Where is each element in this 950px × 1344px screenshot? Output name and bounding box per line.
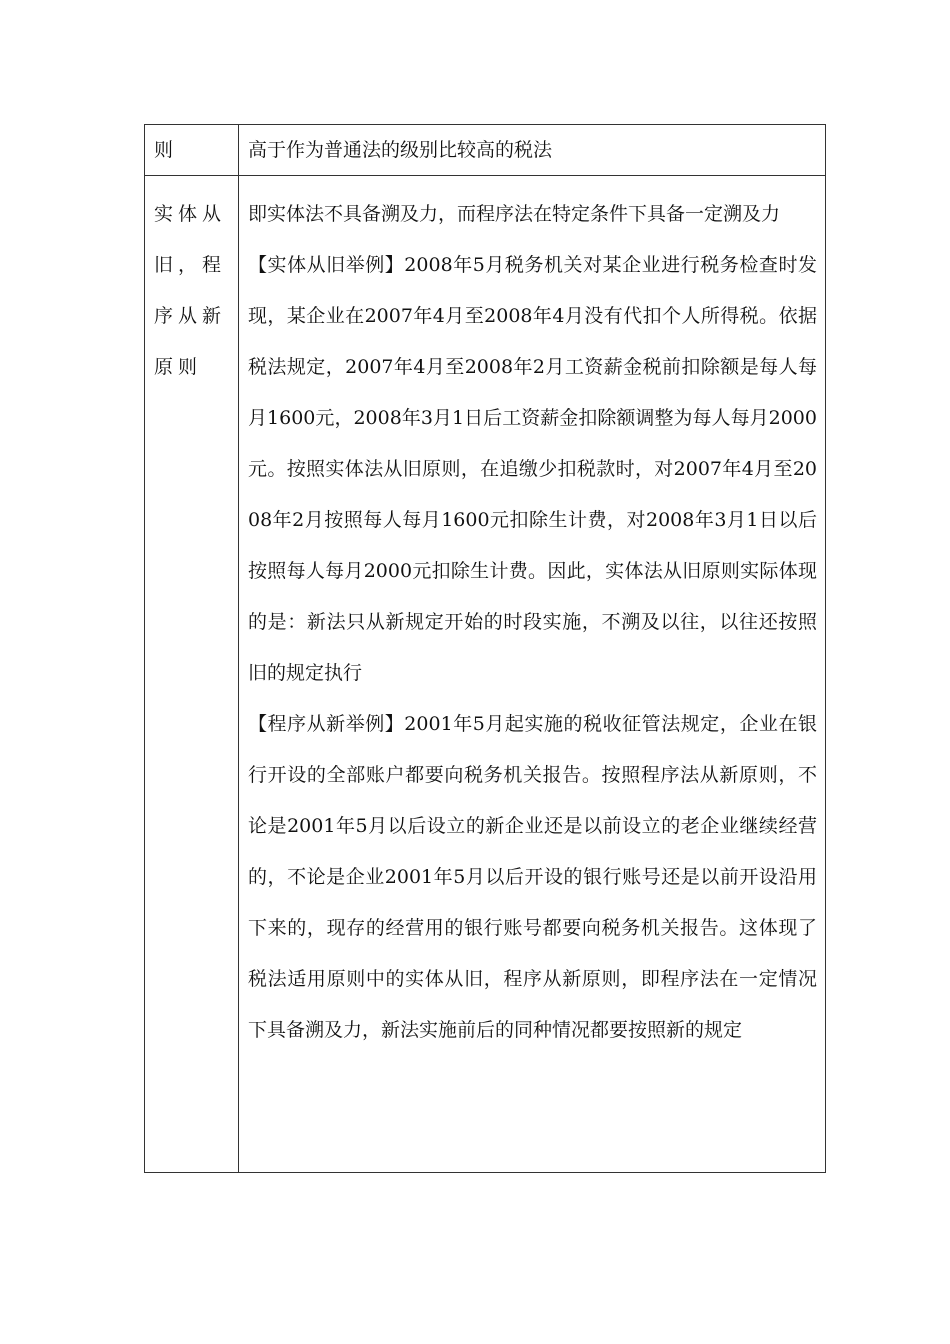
principle-name-cell [145,125,239,176]
principle-name: 实体从旧，程序从新原则 [154,203,227,378]
principle-description: 高于作为普通法的级别比较高的税法 [248,139,553,161]
definition-paragraph: 即实体法不具备溯及力，而程序法在特定条件下具备一定溯及力 [248,203,781,225]
procedural-law-example-paragraph: 【程序从新举例】2001年5月起实施的税收征管法规定，企业在银行开设的全部账户都要向税务机关报告。按照程序法从新原则，不论是2001年5月以后设立的新企业还是以前设立的老企业继续经营的，不论是企业2001年5月以后开设的银行账号还是以前开设沿用下来的，现存的经营用的银行账号都要向税务机关报告。这体现了税法适用原则中的实体从旧，程序从新原则，即程序法在一定情况下具备溯及力，新法实施前后的同种情况都要按照新的规定 [248,713,817,1041]
substantive-law-example-paragraph: 【实体从旧举例】2008年5月税务机关对某企业进行税务检查时发现，某企业在2007年4月至2008年4月没有代扣个人所得税。依据税法规定，2007年4月至2008年2月工资薪金税前扣除额是每人每月1600元，2008年3月1日后工资薪金扣除额调整为每人每月2000元。按照实体法从旧原则，在追缴少扣税款时，对2007年4月至2008年2月按照每人每月1600元扣除生计费，对2008年3月1日以后按照每人每月2000元扣除生计费。因此，实体法从旧原则实际体现的是：新法只从新规定开始的时段实施，不溯及以往，以往还按照旧的规定执行 [248,254,817,684]
principle-description-cell [239,176,826,1173]
principle-description-cell [239,125,826,176]
principle-name-cell [145,176,239,1173]
table-row [145,176,826,1173]
table-row [145,125,826,176]
principle-name: 则 [154,139,179,161]
principle-description [239,176,825,1056]
tax-principles-table [144,124,826,1173]
